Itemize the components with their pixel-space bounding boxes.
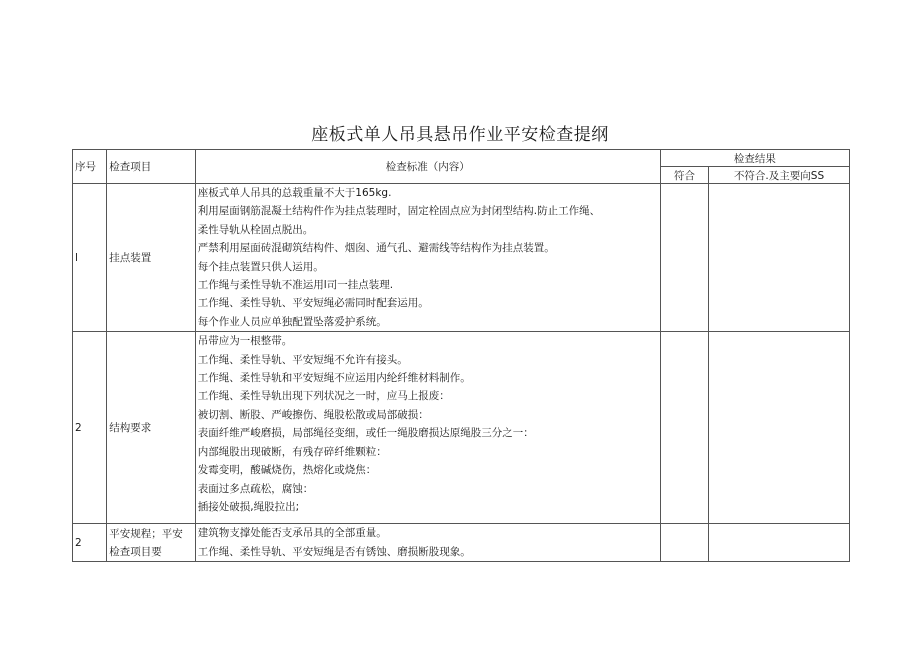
standard-line: 工作绳、柔性导轨、平安短绳是否有锈蚀、磨损断股现象。 xyxy=(197,545,471,558)
standard-line: 工作绳、柔性导轨和平安短绳不应运用内纶纤维材料制作。 xyxy=(197,372,471,385)
header-conform: 符合 xyxy=(660,167,708,184)
header-nonconform: 不符合.及主要向SS xyxy=(709,167,850,184)
conform-cell[interactable] xyxy=(660,524,708,562)
standard-line: 被切割、断股、严峻擦伤、绳股松散或局部破损： xyxy=(197,408,429,421)
standard-line: 表面纤维严峻磨损，局部绳径变细，或任一绳股磨损达原绳股三分之一： xyxy=(197,427,534,440)
nonconform-cell[interactable] xyxy=(709,184,850,332)
standard-line: 表面过多点疏松，腐蚀： xyxy=(197,482,314,495)
row-item: 平安规程；平安检查项目要 xyxy=(107,524,196,562)
standard-line: 每个作业人员应单独配置坠落爱护系统。 xyxy=(197,315,387,328)
row-item: 结构要求 xyxy=(107,332,196,524)
nonconform-cell[interactable] xyxy=(709,524,850,562)
standard-line: 工作绳、柔性导轨、平安短绳必需同时配套运用。 xyxy=(197,297,429,310)
standard-line: 建筑物支撑处能否支承吊具的全部重量。 xyxy=(197,527,387,540)
conform-cell[interactable] xyxy=(660,332,708,524)
header-result: 检查结果 xyxy=(660,150,849,167)
row-seq: 2 xyxy=(73,332,107,524)
table-body xyxy=(73,184,850,562)
conform-cell[interactable] xyxy=(660,184,708,332)
standard-line: 吊带应为一根整带。 xyxy=(197,335,293,348)
standard-line: 工作绳与柔性导轨不准运用l司一挂点装理. xyxy=(197,279,394,292)
row-seq: l xyxy=(73,184,107,332)
header-seq: 序号 xyxy=(73,150,107,184)
table-row xyxy=(73,332,850,524)
standard-line: 内部绳股出现破断，有残存碎纤维颗粒： xyxy=(197,445,387,458)
inspection-table xyxy=(72,149,850,562)
standard-line: 利用屋面钢筋混凝土结构件作为挂点装理时，固定栓固点应为封闭型结构.防止工作绳、 xyxy=(197,205,601,218)
row-standard xyxy=(195,332,660,524)
table-row xyxy=(73,524,850,562)
header-standard: 检查标准（内容） xyxy=(195,150,660,184)
document-title: 座板式单人吊具悬吊作业平安检查提纲 xyxy=(311,125,609,145)
standard-line: 发霉变明，酸碱烧伤，热熔化或烧焦： xyxy=(197,464,377,477)
standard-line: 每个挂点装置只供人运用。 xyxy=(197,260,324,273)
standard-line: 工作绳、柔性导轨出现下列状况之一时，应马上报废： xyxy=(197,390,450,403)
row-standard xyxy=(195,524,660,562)
row-item: 挂点装置 xyxy=(107,184,196,332)
nonconform-cell[interactable] xyxy=(709,332,850,524)
standard-line: 严禁利用屋面砖混砌筑结构件、烟囱、通气孔、避需线等结构作为挂点装置。 xyxy=(197,242,555,255)
standard-line: 座板式单人吊具的总载重量不大于165kg. xyxy=(197,187,392,199)
standard-line: 插接处破损,绳股拉岀; xyxy=(197,500,300,513)
row-standard xyxy=(195,184,660,332)
standard-line: 柔性导轨从栓固点脱出。 xyxy=(197,223,314,236)
table-row xyxy=(73,184,850,332)
standard-line: 工作绳、柔性导轨、平安短绳不允许有接头。 xyxy=(197,353,408,366)
header-item: 检查项目 xyxy=(107,150,196,184)
row-seq: 2 xyxy=(73,524,107,562)
